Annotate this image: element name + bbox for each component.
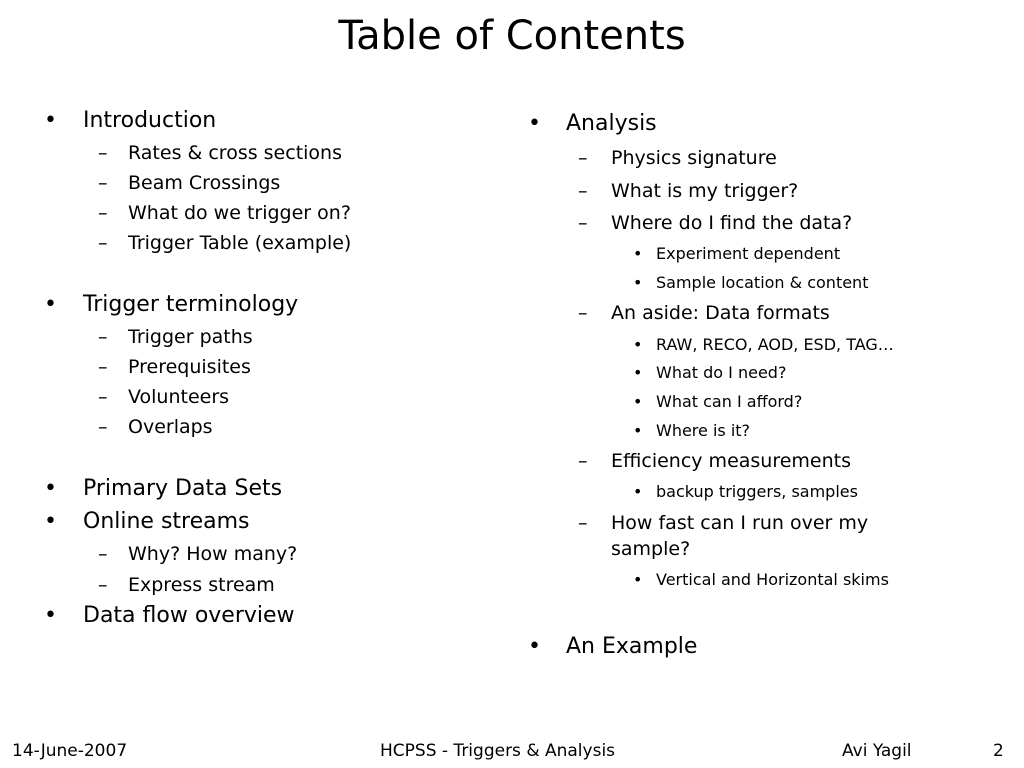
footer-author: Avi Yagil bbox=[842, 741, 912, 761]
toc-why-how-many: Why? How many? bbox=[128, 543, 298, 565]
toc-what-need: What do I need? bbox=[656, 363, 787, 382]
footer-date: 14-June-2007 bbox=[12, 741, 128, 761]
sub-bullet-marker: • bbox=[633, 421, 643, 440]
toc-experiment-dependent: Experiment dependent bbox=[656, 244, 841, 263]
toc-efficiency: Efficiency measurements bbox=[611, 450, 852, 472]
toc-sample-location: Sample location & content bbox=[656, 273, 869, 292]
toc-backup-triggers: backup triggers, samples bbox=[656, 482, 858, 501]
toc-trigger-paths: Trigger paths bbox=[128, 326, 253, 348]
toc-where-is-it: Where is it? bbox=[656, 421, 751, 440]
dash-marker: – bbox=[578, 212, 588, 234]
bullet-marker: • bbox=[44, 476, 57, 501]
sub-bullet-marker: • bbox=[633, 570, 643, 589]
dash-marker: – bbox=[578, 180, 588, 202]
dash-marker: – bbox=[98, 232, 108, 254]
dash-marker: – bbox=[578, 450, 588, 472]
toc-find-data: Where do I find the data? bbox=[611, 212, 853, 234]
dash-marker: – bbox=[98, 202, 108, 224]
toc-primary-data-sets: Primary Data Sets bbox=[83, 476, 283, 501]
dash-marker: – bbox=[98, 386, 108, 408]
sub-bullet-marker: • bbox=[633, 244, 643, 263]
toc-trigger-table: Trigger Table (example) bbox=[128, 232, 352, 254]
dash-marker: – bbox=[98, 416, 108, 438]
sub-bullet-marker: • bbox=[633, 482, 643, 501]
toc-format-list: RAW, RECO, AOD, ESD, TAG… bbox=[656, 335, 894, 354]
toc-run-fast-line1: How fast can I run over my bbox=[611, 512, 869, 534]
toc-beam-crossings: Beam Crossings bbox=[128, 172, 281, 194]
bullet-marker: • bbox=[528, 111, 541, 136]
toc-overlaps: Overlaps bbox=[128, 416, 213, 438]
toc-my-trigger: What is my trigger? bbox=[611, 180, 799, 202]
footer-event: HCPSS - Triggers & Analysis bbox=[380, 741, 616, 761]
bullet-marker: • bbox=[44, 603, 57, 628]
toc-analysis: Analysis bbox=[566, 111, 657, 136]
sub-bullet-marker: • bbox=[633, 392, 643, 411]
toc-rates-cross-sections: Rates & cross sections bbox=[128, 142, 342, 164]
bullet-marker: • bbox=[44, 108, 57, 133]
bullet-marker: • bbox=[44, 509, 57, 534]
dash-marker: – bbox=[578, 147, 588, 169]
toc-run-fast-line2: sample? bbox=[611, 538, 691, 560]
toc-data-flow-overview: Data flow overview bbox=[83, 603, 295, 628]
toc-trigger-terminology: Trigger terminology bbox=[83, 292, 299, 317]
slide-title: Table of Contents bbox=[338, 13, 686, 59]
footer-page-number: 2 bbox=[993, 741, 1004, 761]
dash-marker: – bbox=[98, 172, 108, 194]
dash-marker: – bbox=[98, 142, 108, 164]
sub-bullet-marker: • bbox=[633, 335, 643, 354]
toc-an-example: An Example bbox=[566, 634, 698, 659]
toc-what-trigger-on: What do we trigger on? bbox=[128, 202, 351, 224]
toc-volunteers: Volunteers bbox=[128, 386, 230, 408]
bullet-marker: • bbox=[44, 292, 57, 317]
toc-physics-signature: Physics signature bbox=[611, 147, 777, 169]
dash-marker: – bbox=[578, 302, 588, 324]
sub-bullet-marker: • bbox=[633, 273, 643, 292]
bullet-marker: • bbox=[528, 634, 541, 659]
toc-prerequisites: Prerequisites bbox=[128, 356, 251, 378]
dash-marker: – bbox=[98, 356, 108, 378]
toc-introduction: Introduction bbox=[83, 108, 217, 133]
dash-marker: – bbox=[98, 326, 108, 348]
sub-bullet-marker: • bbox=[633, 363, 643, 382]
toc-what-afford: What can I afford? bbox=[656, 392, 803, 411]
dash-marker: – bbox=[98, 574, 108, 596]
toc-data-formats: An aside: Data formats bbox=[611, 302, 830, 324]
toc-express-stream: Express stream bbox=[128, 574, 275, 596]
dash-marker: – bbox=[578, 512, 588, 534]
dash-marker: – bbox=[98, 543, 108, 565]
toc-online-streams: Online streams bbox=[83, 509, 250, 534]
toc-skims: Vertical and Horizontal skims bbox=[656, 570, 889, 589]
